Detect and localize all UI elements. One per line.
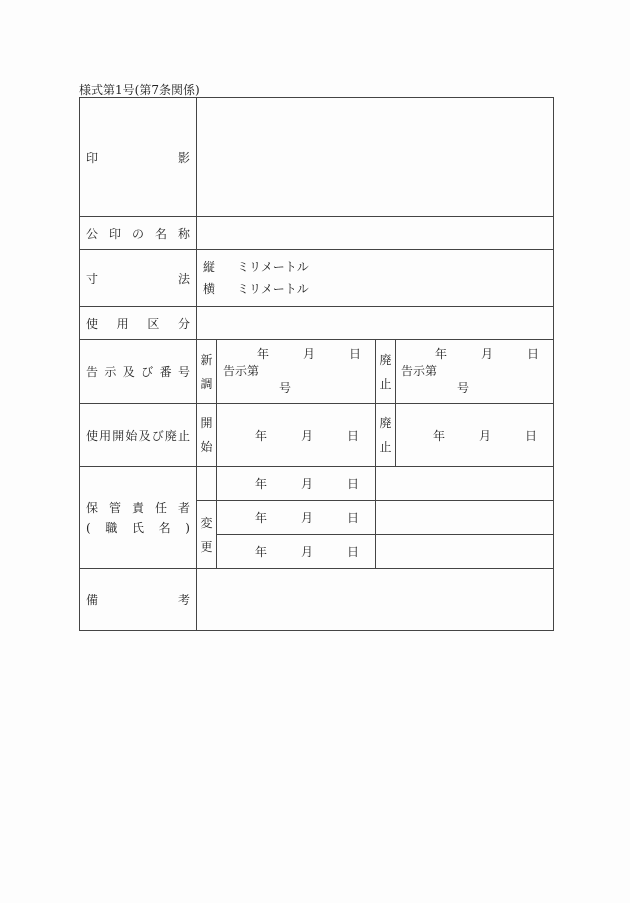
form-text: 縦 (203, 260, 216, 274)
form-text: 名 (154, 226, 167, 241)
form-text: 寸 (86, 271, 99, 286)
form-text: 月 (300, 477, 313, 491)
label-usage-category (80, 307, 197, 340)
field-custodian-name-1[interactable] (376, 467, 554, 501)
form-text: 号 (456, 381, 469, 395)
form-text: 使 (86, 316, 99, 331)
field-custodian-name-2[interactable] (376, 501, 554, 535)
form-text: 廃 (379, 416, 392, 430)
tag-abolition (376, 340, 396, 404)
form-text: 日 (346, 477, 359, 491)
label-seal-name (80, 217, 197, 250)
label-notice-number (80, 340, 197, 404)
form-text: 月 (480, 347, 493, 361)
form-text: 廃 (164, 428, 177, 443)
form-text: 更 (200, 539, 213, 554)
form-text: 分 (177, 316, 190, 331)
field-seal-impression[interactable] (197, 98, 554, 217)
field-new-issue-notice[interactable] (217, 340, 376, 404)
field-custodian-date-3[interactable] (217, 535, 376, 569)
form-text: 日 (526, 347, 539, 361)
form-text: 年 (254, 511, 267, 525)
field-custodian-date-2[interactable] (217, 501, 376, 535)
form-text: 印 (86, 150, 99, 165)
form-text: 月 (300, 428, 313, 443)
label-seal-impression (80, 98, 197, 217)
row-custodian-1 (80, 467, 554, 501)
form-text: 者 (177, 500, 190, 515)
form-text: 称 (177, 226, 190, 241)
form-text: 日 (346, 545, 359, 559)
form-text: 年 (432, 428, 445, 443)
form-text: 廃 (379, 352, 392, 367)
form-text: 月 (300, 545, 313, 559)
row-notice-number (80, 340, 554, 404)
field-abolition-notice[interactable] (396, 340, 554, 404)
seal-registration-form (79, 97, 554, 631)
form-text: 日 (524, 428, 537, 443)
form-text: 年 (254, 428, 267, 443)
label-dimensions (80, 250, 197, 307)
row-seal-name (80, 217, 554, 250)
form-text: 影 (177, 150, 190, 165)
field-dimensions[interactable] (197, 250, 554, 307)
label-usage-start-end (80, 404, 197, 467)
form-text: 号 (177, 365, 190, 379)
form-text: 新 (200, 352, 213, 367)
form-caption: 様式第1号(第7条関係) (79, 83, 200, 97)
row-usage-start-end (80, 404, 554, 467)
field-start-date[interactable] (217, 404, 376, 467)
form-text: 法 (177, 271, 190, 286)
form-text: 考 (177, 593, 190, 607)
label-remarks (80, 569, 197, 631)
form-text: ミリメートル (237, 282, 309, 296)
dimension-height (203, 256, 553, 278)
form-text: 番 (159, 365, 172, 379)
label-custodian (80, 467, 197, 569)
form-text: 日 (348, 347, 361, 361)
form-text: 止 (379, 440, 392, 454)
form-text: 止 (177, 428, 190, 443)
tag-new-issue (197, 340, 217, 404)
form-text: 横 (203, 282, 216, 296)
form-text: 開 (200, 416, 213, 430)
tag-custodian-blank (197, 467, 217, 501)
form-text: 日 (346, 428, 359, 443)
form-text: 示 (104, 365, 117, 379)
form-text: 及 (122, 365, 135, 379)
form-text: 告示第 (222, 364, 259, 378)
form-text: 区 (147, 316, 160, 331)
tag-end (376, 404, 396, 467)
form-text: 調 (200, 376, 213, 391)
form-text: 変 (200, 515, 213, 530)
form-text: ( (86, 520, 91, 535)
form-text: 用 (116, 316, 129, 331)
form-text: 公 (86, 226, 99, 241)
dimension-width (203, 278, 553, 300)
form-text: 始 (125, 428, 138, 443)
form-text: 始 (200, 440, 213, 454)
form-text: 告 (86, 365, 99, 379)
row-usage-category (80, 307, 554, 340)
form-text: 止 (379, 376, 392, 391)
field-custodian-date-1[interactable] (217, 467, 376, 501)
form-text: の (131, 226, 144, 241)
form-text: び (151, 428, 164, 443)
form-text: 月 (300, 511, 313, 525)
form-text: 用 (99, 428, 112, 443)
field-custodian-name-3[interactable] (376, 535, 554, 569)
form-text: 管 (108, 500, 121, 515)
field-seal-name[interactable] (197, 217, 554, 250)
form-text: 任 (154, 500, 167, 515)
row-dimensions (80, 250, 554, 307)
tag-start (197, 404, 217, 467)
form-text: 日 (346, 511, 359, 525)
form-text: 告示第 (400, 364, 437, 378)
form-text: 備 (86, 593, 99, 607)
form-text: 月 (302, 347, 315, 361)
form-text: 年 (254, 545, 267, 559)
form-text: 名 (158, 520, 171, 535)
form-text: 開 (112, 428, 125, 443)
form-text: 年 (434, 347, 447, 361)
form-text: 号 (278, 381, 291, 395)
form-text: 使 (86, 428, 99, 443)
field-remarks[interactable] (197, 569, 554, 631)
row-seal-impression (80, 98, 554, 217)
row-remarks (80, 569, 554, 631)
form-text: 職 (105, 520, 118, 535)
form-text: 年 (256, 347, 269, 361)
form-text: 及 (138, 428, 151, 443)
form-text: 年 (254, 477, 267, 491)
form-text: 印 (108, 226, 121, 241)
field-usage-category[interactable] (197, 307, 554, 340)
form-text: び (141, 365, 154, 379)
form-text: ) (185, 520, 190, 535)
tag-change (197, 501, 217, 569)
form-text: 月 (478, 428, 491, 443)
form-text: 保 (86, 500, 99, 515)
form-text: 責 (131, 500, 144, 515)
field-end-date[interactable] (396, 404, 554, 467)
form-text: 氏 (131, 520, 144, 535)
form-text: ミリメートル (237, 260, 309, 274)
